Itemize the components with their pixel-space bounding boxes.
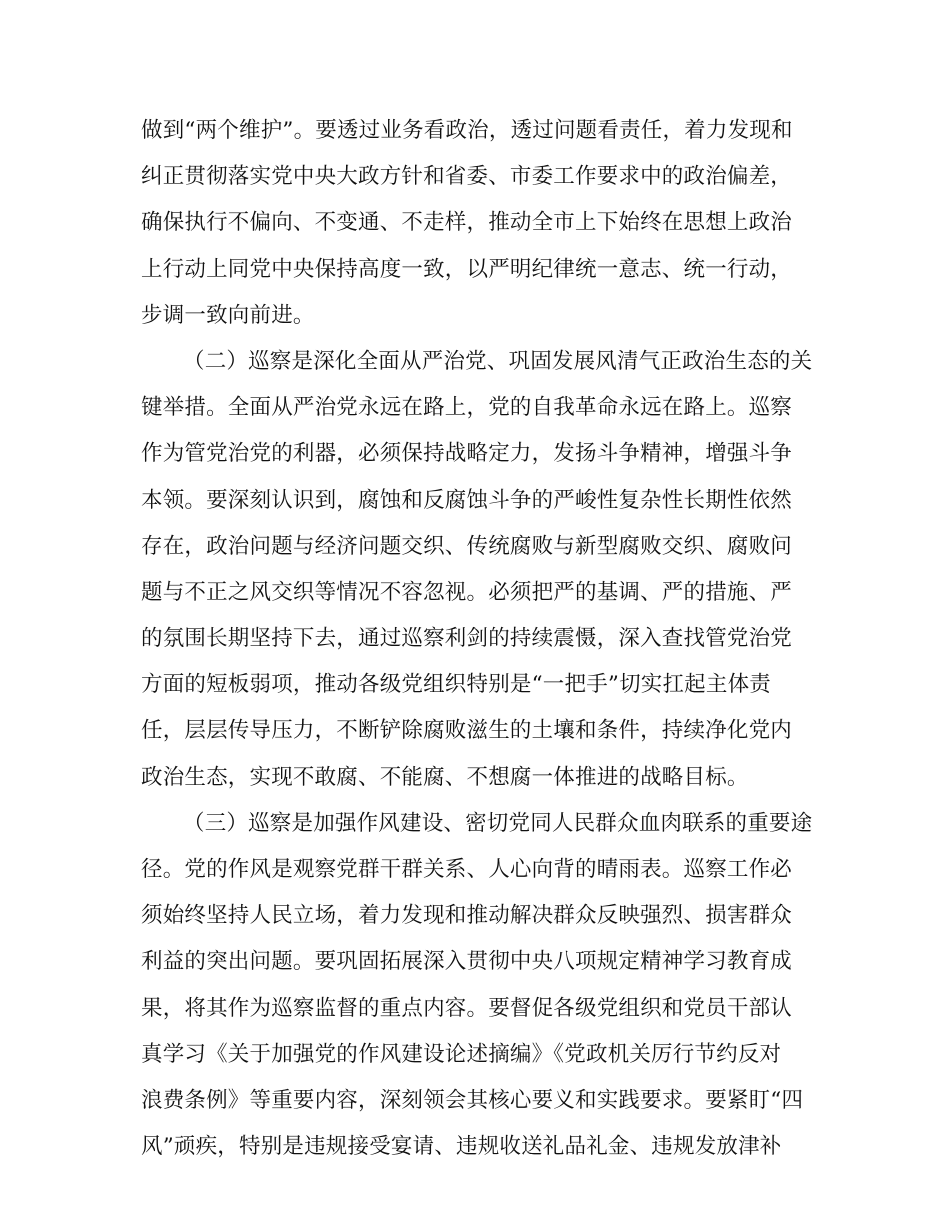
text-line: 任，层层传导压力，不断铲除腐败滋生的土壤和条件，持续净化党内 [141,718,793,744]
text-line: 果，将其作为巡察监督的重点内容。要督促各级党组织和党员干部认 [141,995,793,1021]
text-line: 纠正贯彻落实党中央大政方针和省委、市委工作要求中的政治偏差， [141,164,793,190]
text-line: 政治生态，实现不敢腐、不能腐、不想腐一体推进的战略目标。 [141,764,749,790]
text-line: 的氛围长期坚持下去，通过巡察利剑的持续震慑，深入查找管党治党 [141,626,793,652]
text-line: 风”顽疾，特别是违规接受宴请、违规收送礼品礼金、违规发放津补 [141,1134,782,1160]
text-line: 方面的短板弱项，推动各级党组织特别是“一把手”切实扛起主体责 [141,672,771,698]
text-line: 题与不正之风交织等情况不容忽视。必须把严的基调、严的措施、严 [141,579,793,605]
text-line: 利益的突出问题。要巩固拓展深入贯彻中央八项规定精神学习教育成 [141,949,793,975]
text-line: 径。党的作风是观察党群干群关系、人心向背的晴雨表。巡察工作必 [141,857,793,882]
text-line: 上行动上同党中央保持高度一致，以严明纪律统一意志、统一行动， [141,256,793,282]
text-line: 步调一致向前进。 [141,302,315,328]
text-line: 确保执行不偏向、不变通、不走样，推动全市上下始终在思想上政治 [141,210,793,236]
text-line: 做到“两个维护”。要透过业务看政治，透过问题看责任，着力发现和 [141,118,793,143]
section-heading-line: （三）巡察是加强作风建设、密切党同人民群众血肉联系的重要途 [183,810,813,836]
text-line: 存在，政治问题与经济问题交织、传统腐败与新型腐败交织、腐败问 [141,533,793,559]
text-line: 真学习《关于加强党的作风建设论述摘编》《党政机关厉行节约反对 [141,1041,782,1067]
text-line: 键举措。全面从严治党永远在路上，党的自我革命永远在路上。巡察 [141,395,793,421]
section-heading-line: （二）巡察是深化全面从严治党、巩固发展风清气正政治生态的关 [183,348,813,374]
text-line: 本领。要深刻认识到，腐蚀和反腐蚀斗争的严峻性复杂性长期性依然 [141,487,793,513]
text-line: 作为管党治党的利器，必须保持战略定力，发扬斗争精神，增强斗争 [141,441,793,467]
text-line: 浪费条例》等重要内容，深刻领会其核心要义和实践要求。要紧盯“四 [141,1087,804,1113]
body-text [141,108,813,1170]
text-line: 须始终坚持人民立场，着力发现和推动解决群众反映强烈、损害群众 [141,903,793,929]
